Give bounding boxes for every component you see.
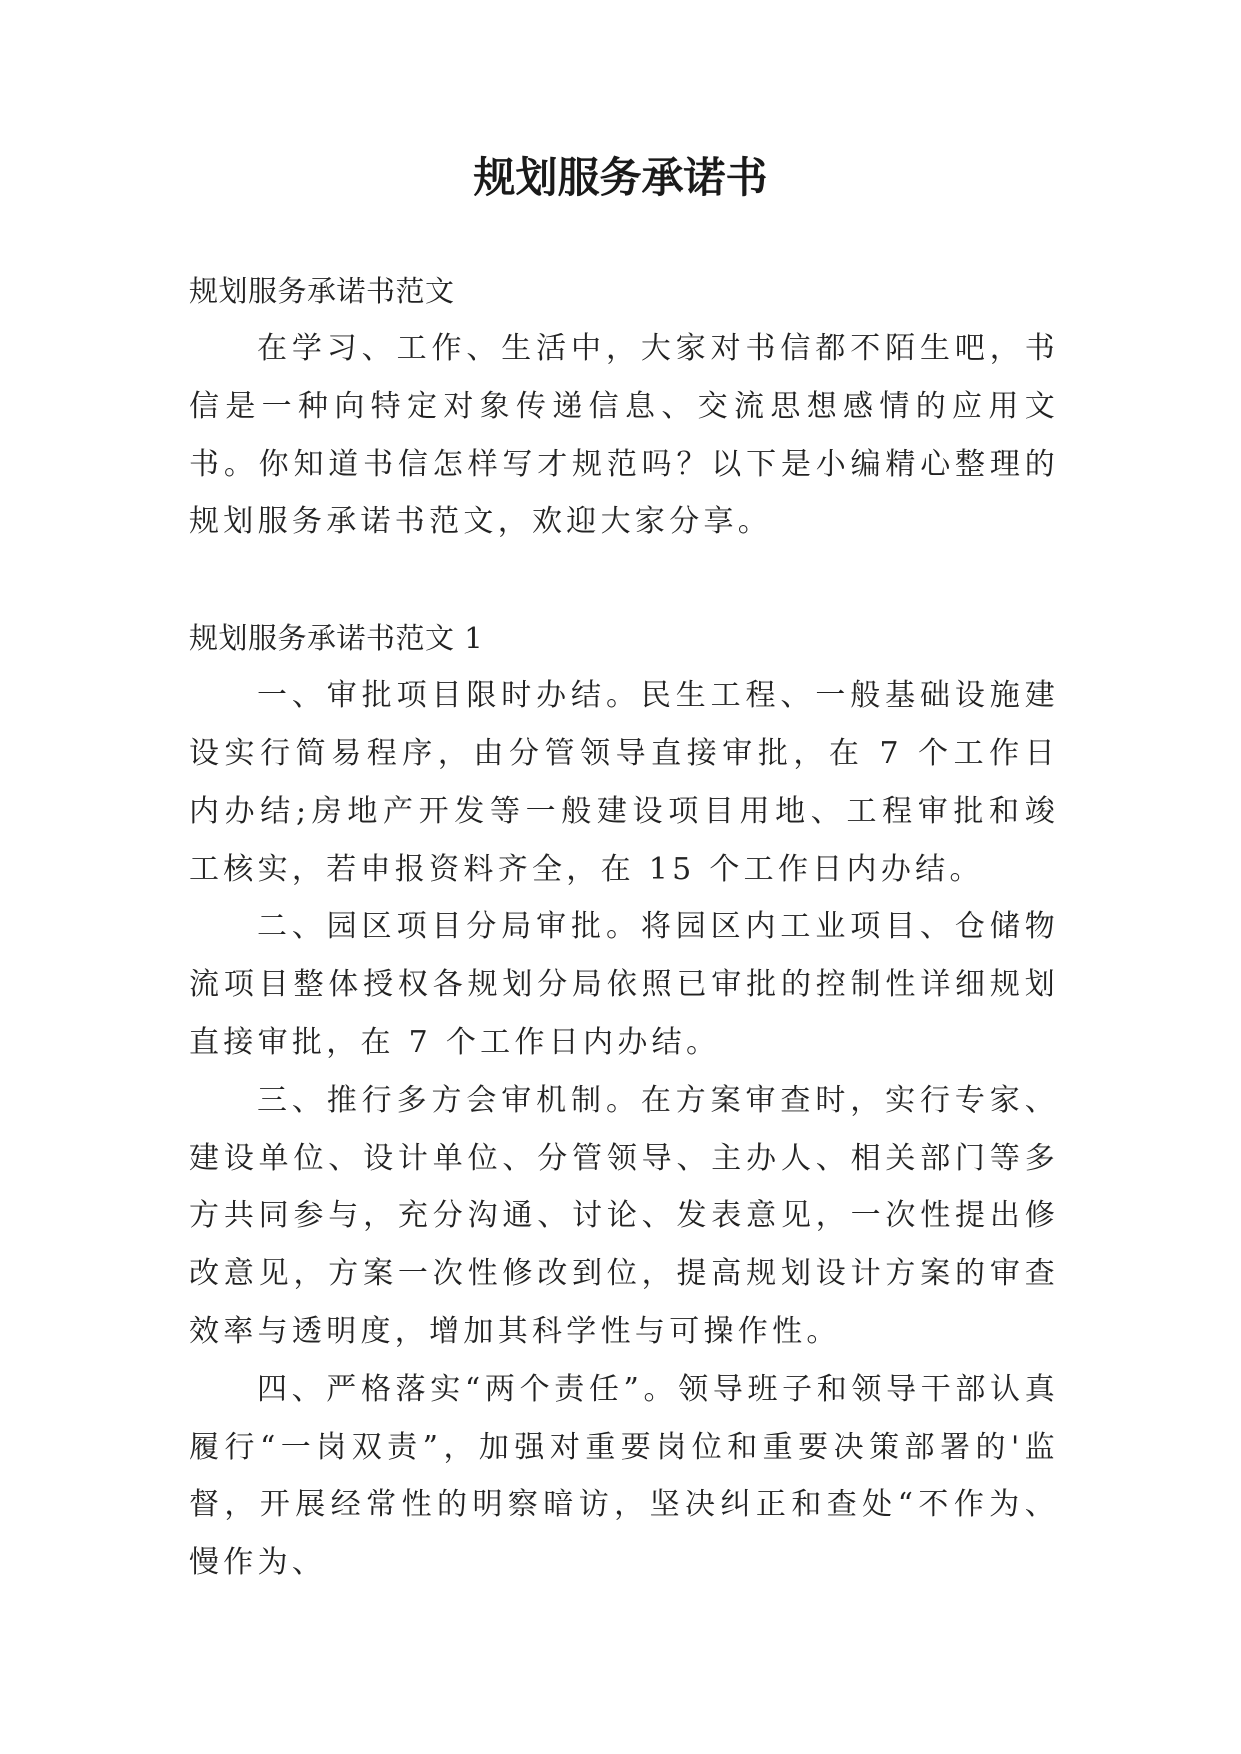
section-spacer xyxy=(189,551,1059,609)
section-1-item-1: 一、审批项目限时办结。民生工程、一般基础设施建设实行简易程序，由分管领导直接审批，在 7 个工作日内办结;房地产开发等一般建设项目用地、工程审批和竣工核实，若申报资料齐全，在 15 个工作日内办结。 xyxy=(189,678,1059,887)
section-1-heading: 规划服务承诺书范文 1 xyxy=(189,621,484,656)
document-body xyxy=(189,262,1059,1592)
section-1-item-2: 二、园区项目分局审批。将园区内工业项目、仓储物流项目整体授权各规划分局依照已审批的控制性详细规划直接审批，在 7 个工作日内办结。 xyxy=(189,909,1059,1060)
intro-heading: 规划服务承诺书范文 xyxy=(189,274,455,308)
intro-paragraph: 在学习、工作、生活中，大家对书信都不陌生吧，书信是一种向特定对象传递信息、交流思想感情的应用文书。你知道书信怎样写才规范吗？以下是小编精心整理的规划服务承诺书范文，欢迎大家分享。 xyxy=(189,331,1059,540)
section-1-item-3: 三、推行多方会审机制。在方案审查时，实行专家、建设单位、设计单位、分管领导、主办人、相关部门等多方共同参与，充分沟通、讨论、发表意见，一次性提出修改意见，方案一次性修改到位，提高规划设计方案的审查效率与透明度，增加其科学性与可操作性。 xyxy=(189,1082,1059,1349)
document-title: 规划服务承诺书 xyxy=(473,153,768,202)
section-1-item-4: 四、严格落实“两个责任”。领导班子和领导干部认真履行“一岗双责”，加强对重要岗位和重要决策部署的'监督，开展经常性的明察暗访，坚决纠正和查处“不作为、慢作为、 xyxy=(189,1371,1059,1581)
